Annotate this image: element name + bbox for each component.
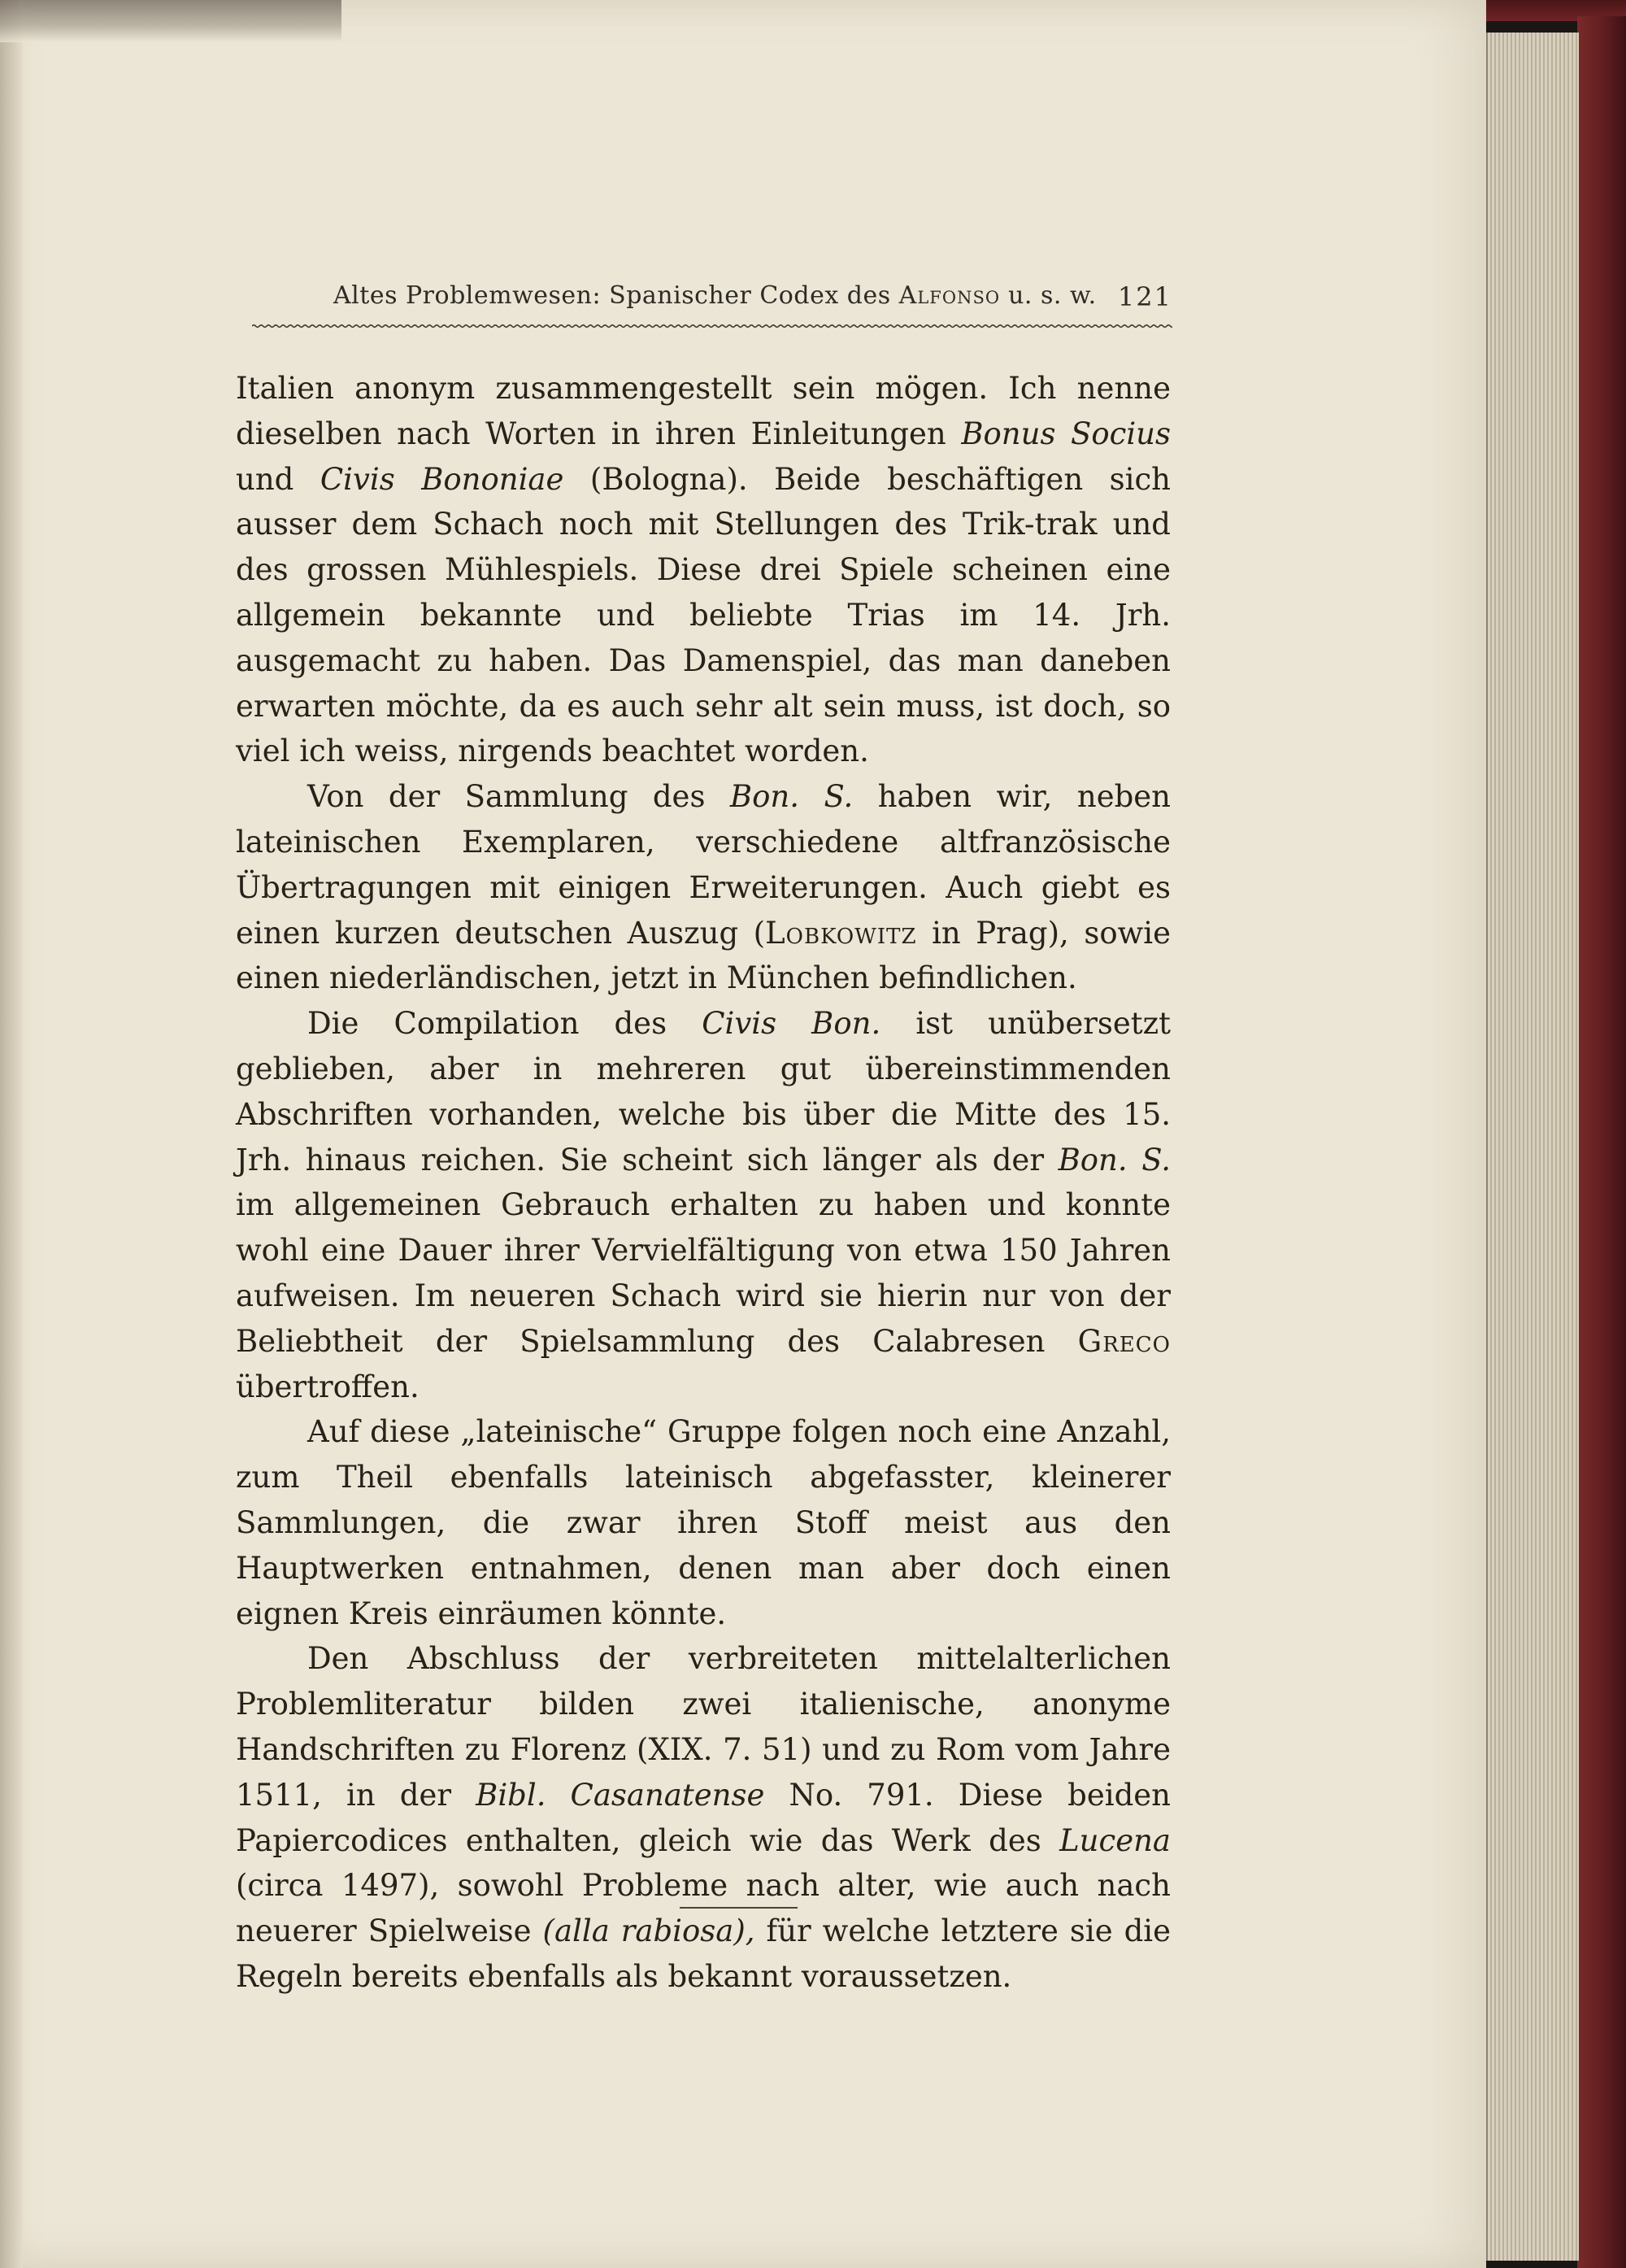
running-head: [333, 281, 1172, 319]
running-head-title-text: Altes Problemwesen: Spanischer Codex des: [333, 281, 899, 310]
text-run: Italien anonym zusammengestellt sein mögen. Ich nenne dieselben nach Worten in ihren Einleitungen: [236, 371, 1171, 451]
body-text: [236, 366, 1171, 2000]
italic-term: (alla rabiosa),: [542, 1913, 755, 1949]
text-run: für welche letztere sie die Regeln bereits ebenfalls als bekannt voraussetzen.: [236, 1913, 1171, 1994]
paragraph: [236, 1409, 1171, 1636]
italic-term: Bonus Socius: [961, 416, 1171, 451]
italic-term: Lucena: [1059, 1822, 1171, 1858]
text-run: ist unübersetzt geblieben, aber in mehreren gut übereinstimmenden Abschriften vorhanden, welche bis über die Mitte des 15. Jrh. hinaus reichen. Sie scheint sich länger als der: [236, 1006, 1172, 1178]
italic-term: Civis Bon.: [702, 1006, 881, 1042]
book-cover-edge: [1577, 16, 1626, 2268]
text-run: in Prag), sowie einen niederländischen, jetzt in München befindlichen.: [236, 915, 1171, 996]
paragraph: [236, 1636, 1171, 1999]
paragraph: [236, 366, 1171, 774]
text-run: Von der Sammlung des: [307, 779, 730, 815]
page-stack-edge: [1486, 33, 1579, 2261]
text-run: No. 791. Diese beiden Papiercodices enthalten, gleich wie das Werk des: [236, 1777, 1171, 1858]
header-wavy-rule: [252, 322, 1172, 330]
text-run: haben wir, neben lateinischen Exemplaren, verschiedene altfranzösische Übertragungen mit einigen Erweiterungen. Auch giebt es einen kurzen deutschen Auszug (: [236, 779, 1171, 951]
italic-term: Civis Bononiae: [320, 461, 564, 497]
paragraph: [236, 774, 1171, 1001]
small-caps-name: Lobkowitz: [765, 915, 917, 951]
page-top-shadow: [0, 0, 341, 42]
text-run: und: [236, 461, 320, 497]
italic-term: Bon. S.: [1058, 1142, 1171, 1178]
italic-term: Bon. S.: [729, 779, 854, 815]
text-run: übertroffen.: [236, 1369, 420, 1404]
section-end-rule: [680, 1907, 798, 1909]
text-run: Die Compilation des: [307, 1006, 702, 1042]
italic-term: Bibl. Casanatense: [476, 1777, 765, 1813]
small-caps-name: Greco: [1077, 1323, 1171, 1359]
text-run: im allgemeinen Gebrauch erhalten zu haben und konnte wohl eine Dauer ihrer Vervielfältigung von etwa 150 Jahren aufweisen. Im neueren Schach wird sie hierin nur von der Beliebtheit der Spielsammlung des Calabresen: [236, 1187, 1171, 1359]
running-head-title: [333, 281, 1097, 310]
running-head-name: Alfonso: [898, 281, 1001, 310]
gutter-shadow: [0, 0, 23, 2268]
paragraph: [236, 1001, 1171, 1409]
text-run: Den Abschluss der verbreiteten mittelalterlichen Problemliteratur bilden zwei italienische, anonyme Handschriften zu Florenz (XIX. 7. 51) und zu Rom vom Jahre 1511, in der: [236, 1641, 1171, 1813]
running-head-title-suffix: u. s. w.: [1000, 281, 1097, 310]
text-run: (circa 1497), sowohl Probleme nach alter, wie auch nach neuerer Spielweise: [236, 1868, 1171, 1949]
text-run: Auf diese „lateinische“ Gruppe folgen noch eine Anzahl, zum Theil ebenfalls lateinisch abgefasster, kleinerer Sammlungen, die zwar ihren Stoff meist aus den Hauptwerken entnahmen, denen man aber doch einen eignen Kreis einräumen könnte.: [236, 1414, 1171, 1631]
text-run: (Bologna). Beide beschäftigen sich ausser dem Schach noch mit Stellungen des Trik-trak und des grossen Mühlespiels. Diese drei Spiele scheinen eine allgemein bekannte und beliebte Trias im 14. Jrh. ausgemacht zu haben. Das Damenspiel, das man daneben erwarten möchte, da es auch sehr alt sein muss, ist doch, so viel ich weiss, nirgends beachtet worden.: [236, 461, 1172, 769]
page-number: 121: [1117, 281, 1172, 312]
